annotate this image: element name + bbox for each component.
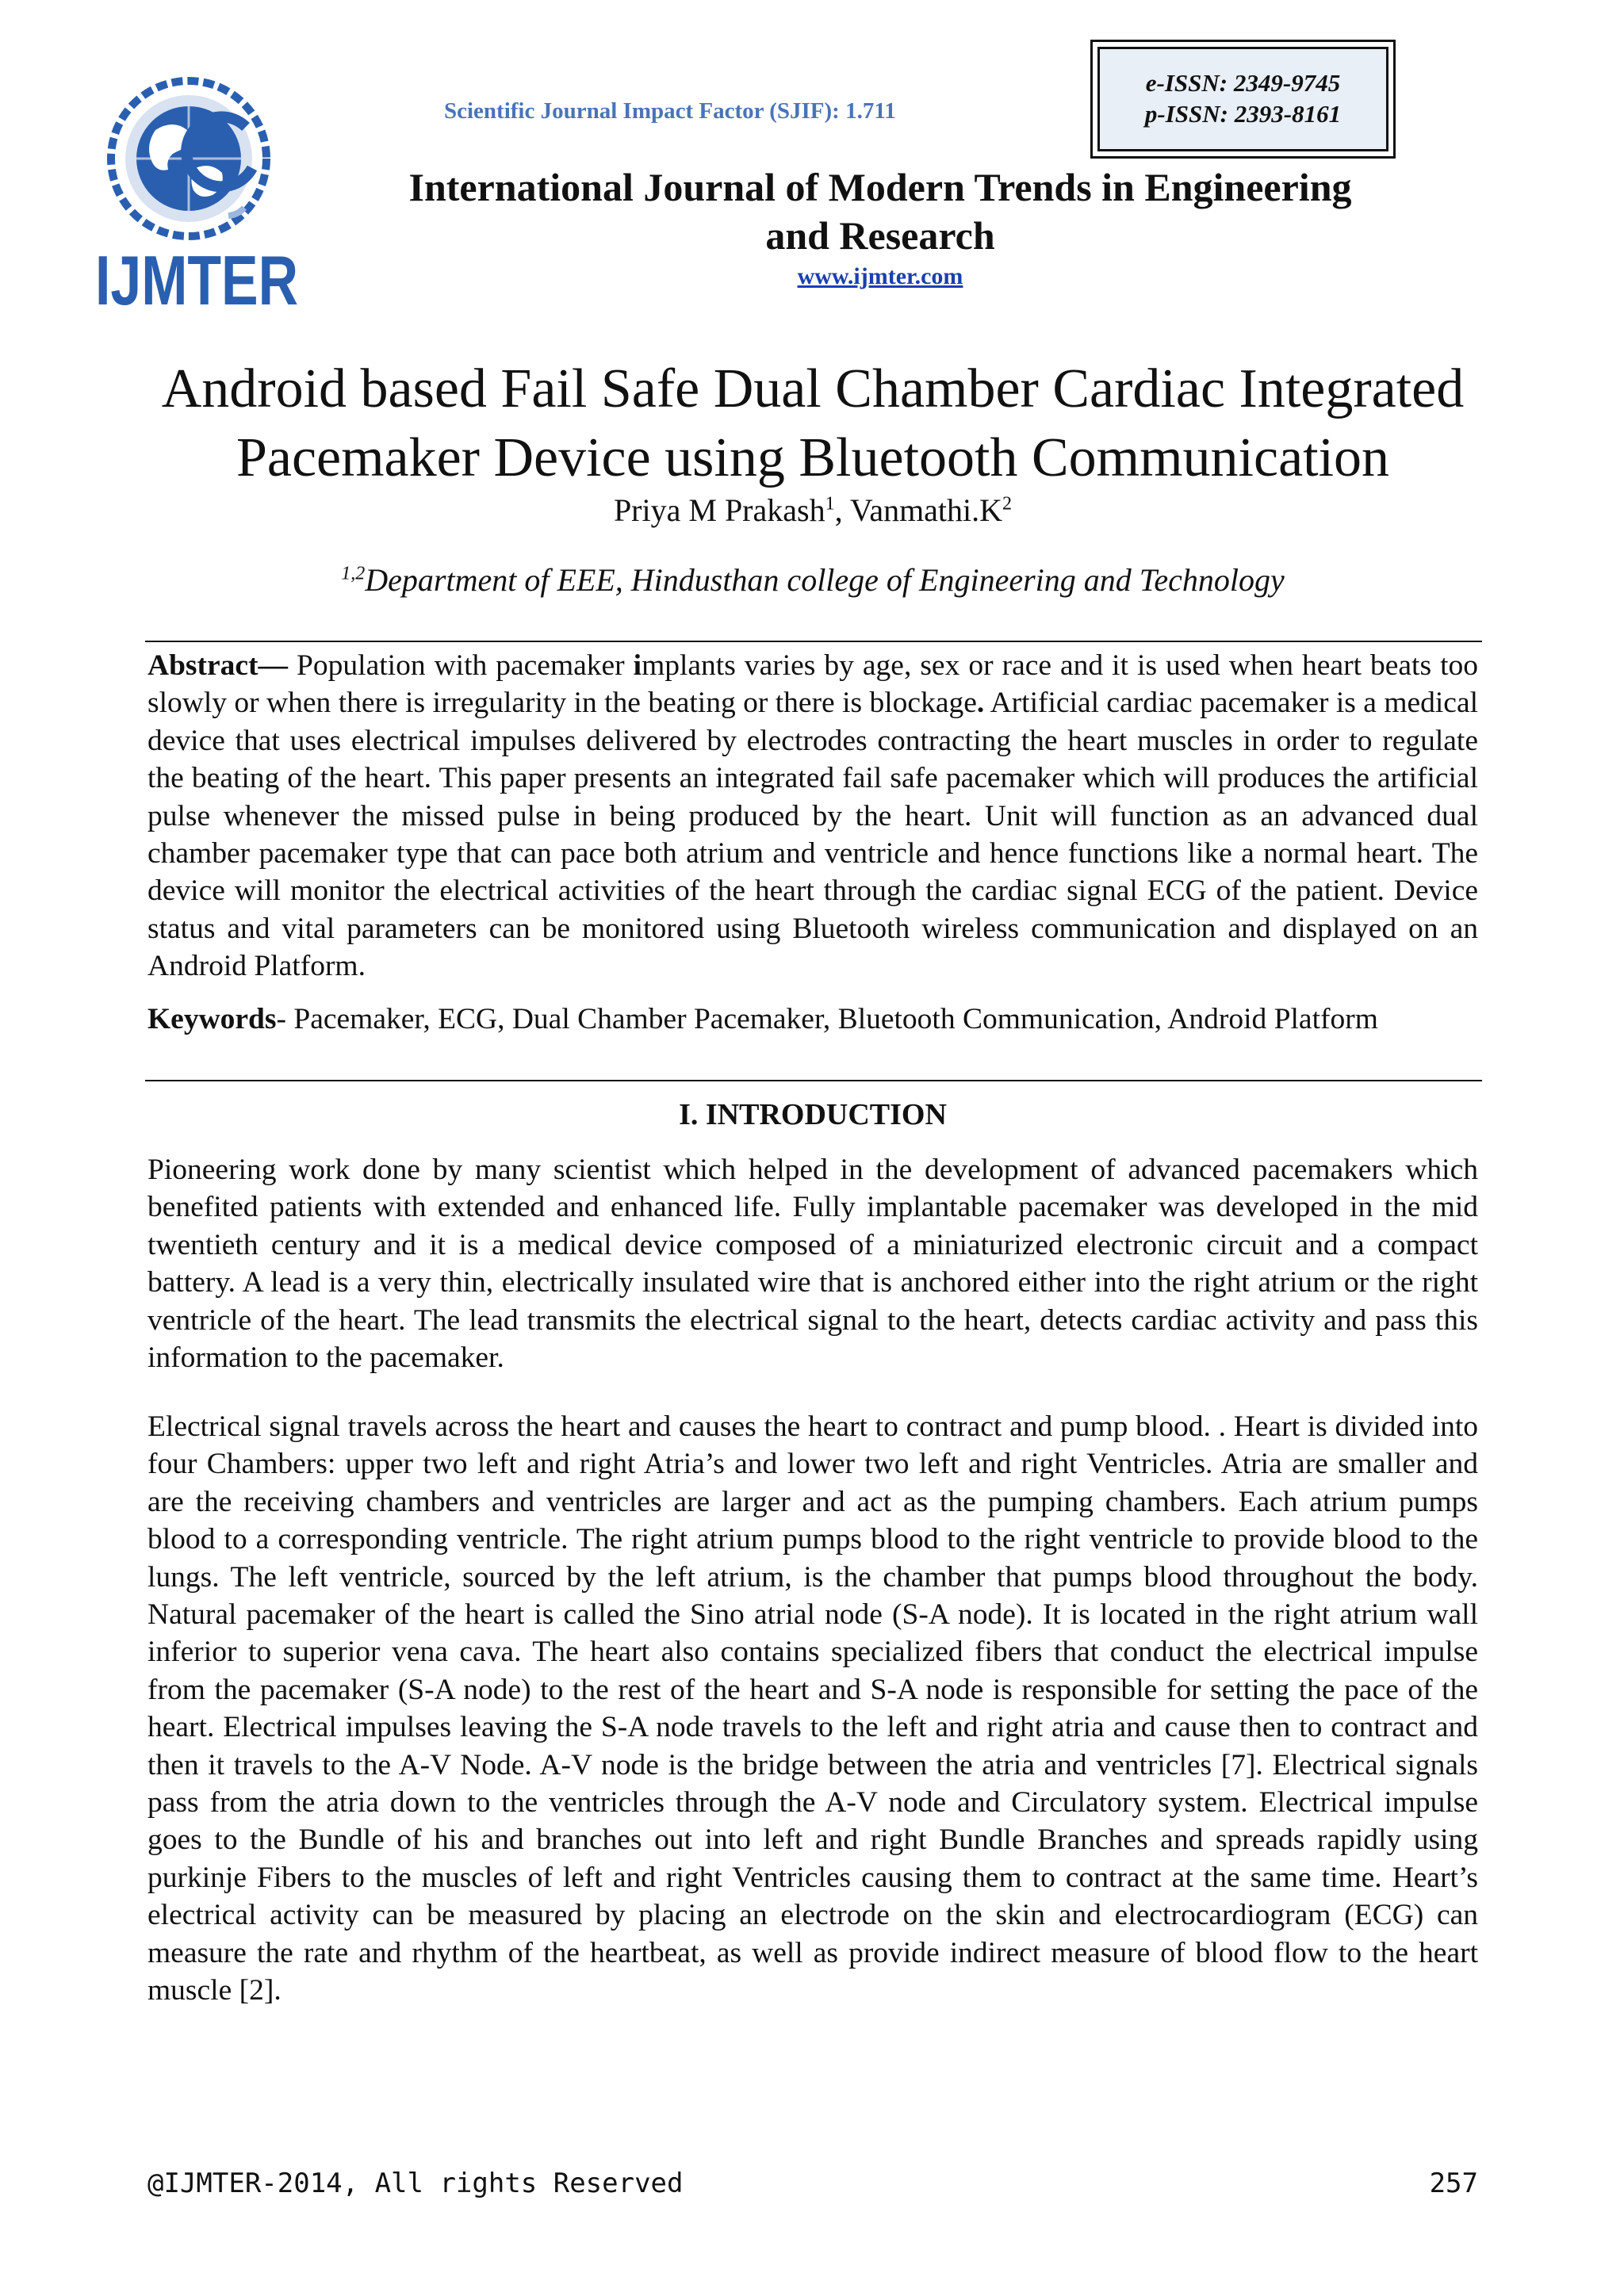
affiliation-text: Department of EEE, Hindusthan college of Engineering and Technology: [365, 562, 1285, 598]
abstract: [147, 647, 1478, 985]
journal-name-line1: International Journal of Modern Trends in Engineering: [408, 165, 1352, 209]
intro-paragraph-2-text: Electrical signal travels across the heart and causes the heart to contract and pump blood. . Heart is divided into four Chambers: upper two left and right Atria’s and lower two left and right Ventricles. Atria are smaller and are the receiving chambers and ventricles are larger and act as the pumping chambers. Each atrium pumps blood to a corresponding ventricle. The right atrium pumps blood to the right ventricle to provide blood to the lungs. The left ventricle, sourced by the left atrium, is the chamber that pumps blood throughout the body. Natural pacemaker of the heart is called the Sino atrial node (S-A node). It is located in the right atrium wall inferior to superior vena cava. The heart also contains specialized fibers that conduct the electrical impulse from the pacemaker (S-A node) to the rest of the heart and S-A node is responsible for setting the pace of the heart. Electrical impulses leaving the S-A node travels to the left and right atria and cause then to contract and then it travels to the A-V Node. A-V node is the bridge between the atria and ventricles [7]. Electrical signals pass from the atria down to the ventricles through the A-V node and Circulatory system. Electrical impulse goes to the Bundle of his and branches out into left and right Bundle Branches and spreads rapidly using purkinje Fibers to the muscles of left and right Ventricles causing them to contract at the same time. Heart’s electrical activity can be measured by placing an electrode on the skin and electrocardiogram (ECG) can measure the rate and rhythm of the heartbeat, as well as provide indirect measure of blood flow to the heart muscle [2].: [147, 1410, 1478, 2007]
globe-icon: [111, 81, 266, 236]
author-2: Vanmathi.K: [849, 492, 1003, 528]
e-issn: e-ISSN: 2349-9745: [1145, 69, 1341, 98]
abstract-bold-period: .: [976, 687, 985, 720]
abstract-text-1: Population with pacemaker: [288, 649, 634, 682]
journal-name: [349, 163, 1411, 260]
author-1: Priya M Prakash: [613, 492, 825, 528]
abstract-bold-letter: i: [633, 649, 642, 682]
section-heading-introduction: I. INTRODUCTION: [679, 1098, 947, 1131]
keywords-label: Keywords: [147, 1003, 277, 1035]
author-list: [119, 492, 1507, 529]
affiliation-sup: 1,2: [341, 563, 366, 584]
author-1-sup: 1: [825, 493, 835, 515]
author-2-sup: 2: [1002, 493, 1013, 515]
abstract-text-2: mplants varies by age, sex or race and it is used when heart beats too slowly or when there is irregularity in the beating or there is blockage: [147, 649, 1478, 720]
paper-title: [119, 355, 1507, 493]
journal-name-line2: and Research: [765, 213, 995, 258]
page-footer: [147, 2168, 1478, 2199]
keywords: [147, 1001, 1478, 1038]
paper-title-line2: Pacemaker Device using Bluetooth Communication: [236, 427, 1390, 488]
intro-paragraph-2: [147, 1408, 1478, 2010]
footer-page-number: 257: [1429, 2168, 1478, 2199]
logo-lettering: IJMTER: [95, 241, 298, 320]
p-issn: p-ISSN: 2393-8161: [1144, 100, 1342, 128]
keywords-bottom-rule: [145, 1080, 1482, 1081]
abstract-text-3: Artificial cardiac pacemaker is a medical device that uses electrical impulses delivered by electrodes contracting the heart muscles in order to regulate the beating of the heart. This paper presents an integrated fail safe pacemaker which will produces the artificial pulse whenever the missed pulse in being produced by the heart. Unit will function as an advanced dual chamber pacemaker type that can pace both atrium and ventricle and hence functions like a normal heart. The device will monitor the electrical activities of the heart through the cardiac signal ECG of the patient. Device status and vital parameters can be monitored using Bluetooth wireless communication and displayed on an Android Platform.: [147, 687, 1479, 983]
intro-paragraph-1: [147, 1151, 1478, 1376]
journal-logo: [94, 73, 300, 320]
intro-paragraph-1-text: Pioneering work done by many scientist which helped in the development of advanced pacemakers which benefited patients with extended and enhanced life. Fully implantable pacemaker was developed in the mid twentieth century and it is a medical device composed of a miniaturized electronic circuit and a compact battery. A lead is a very thin, electrically insulated wire that is anchored either into the right atrium or the right ventricle of the heart. The lead transmits the electrical signal to the heart, detects cardiac activity and pass this information to the pacemaker.: [147, 1154, 1478, 1375]
impact-factor: Scientific Journal Impact Factor (SJIF): 1.711: [444, 98, 896, 124]
issn-inner: [1097, 47, 1388, 151]
issn-box: [1090, 40, 1396, 159]
abstract-top-rule: [145, 641, 1482, 642]
paper-title-line1: Android based Fail Safe Dual Chamber Cardiac Integrated: [161, 358, 1465, 419]
footer-copyright: @IJMTER-2014, All rights Reserved: [147, 2168, 684, 2199]
author-separator: ,: [834, 492, 850, 528]
journal-url-link[interactable]: www.ijmter.com: [797, 263, 963, 289]
abstract-label: Abstract—: [147, 649, 289, 682]
affiliation: [119, 561, 1507, 599]
keywords-text: - Pacemaker, ECG, Dual Chamber Pacemaker, Bluetooth Communication, Android Platform: [276, 1003, 1378, 1035]
